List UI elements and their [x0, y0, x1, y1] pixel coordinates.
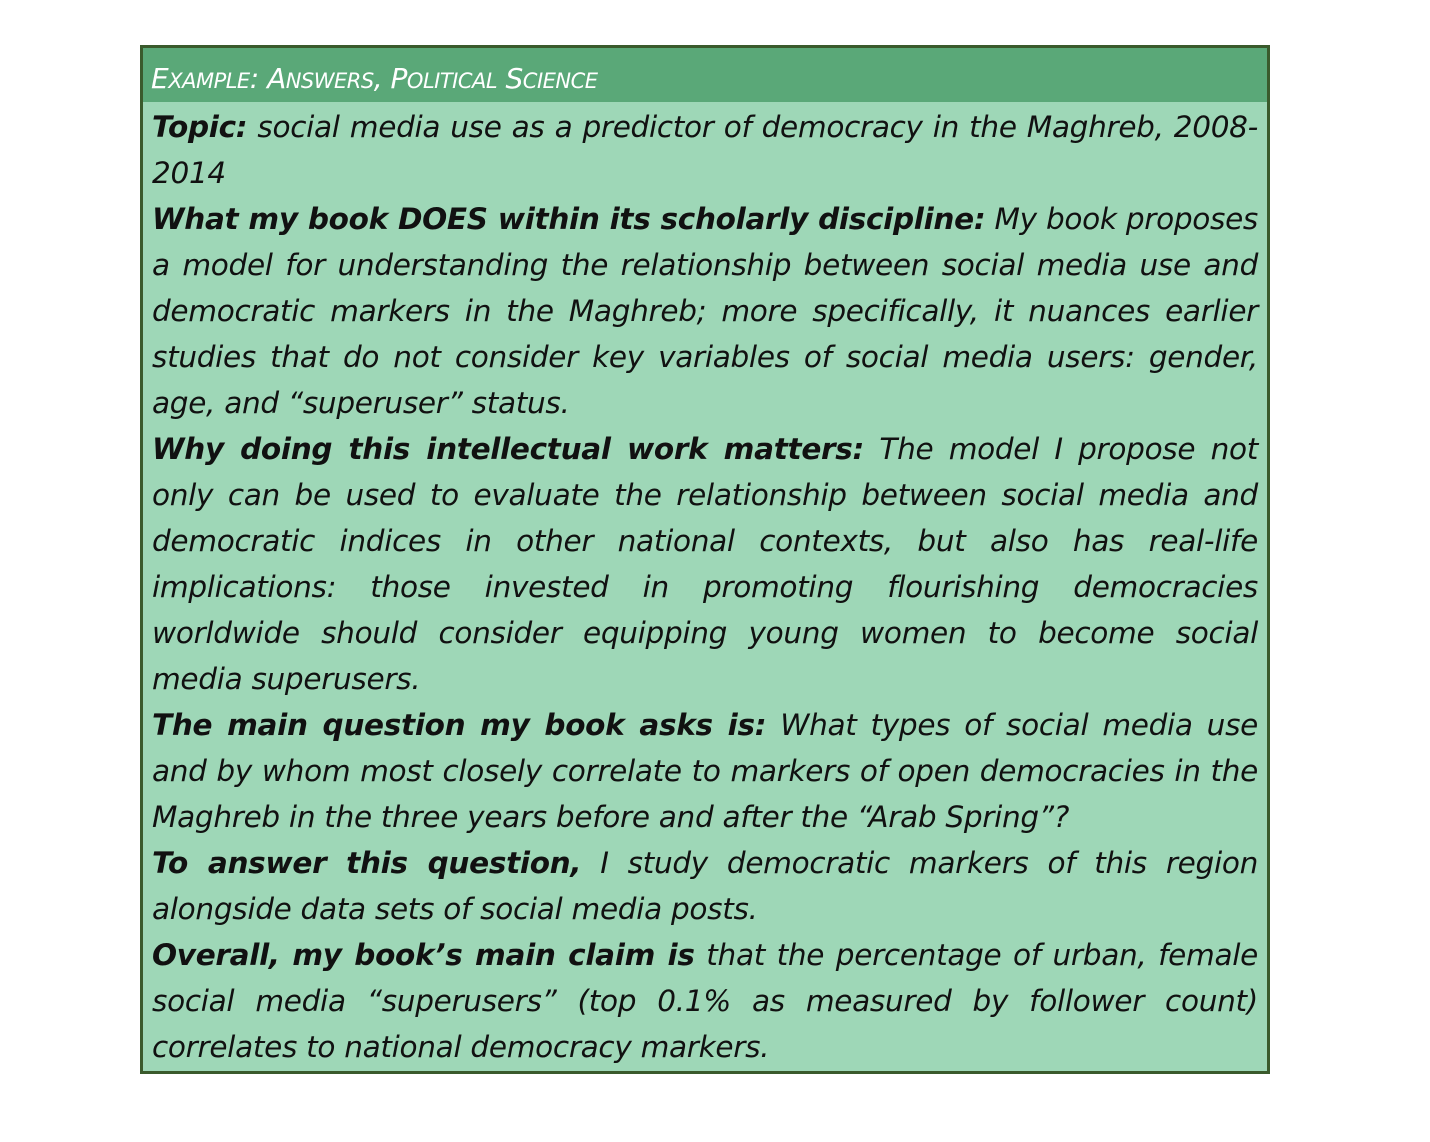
title-initial: P — [390, 62, 407, 95]
paragraph-text: I study democratic markers of this region alongside data sets of social media posts. — [152, 846, 1258, 926]
paragraph-label: What my book DOES within its scholarly discipline: — [152, 202, 986, 236]
header-title — [151, 62, 598, 95]
paragraph-label: Topic: — [152, 110, 248, 144]
paragraph-label: Overall, my book’s main claim is — [152, 938, 695, 972]
paragraph-text: social media use as a predictor of democracy in the Maghreb, 2008-2014 — [152, 110, 1258, 190]
method-paragraph — [152, 840, 1258, 932]
topic-paragraph — [152, 104, 1258, 196]
title-smallcaps: XAMPLE — [168, 69, 250, 93]
title-initial: A — [267, 62, 286, 95]
title-smallcaps: CIENCE — [522, 69, 598, 93]
title-smallcaps: OLITICAL — [406, 69, 498, 93]
title-initial: E — [151, 62, 169, 95]
paragraph-text: that the percentage of urban, female social media “superusers” (top 0.1% as measured by follower count) correlates to national democracy markers. — [152, 938, 1258, 1064]
main-claim-paragraph — [152, 932, 1258, 1070]
why-matters-paragraph — [152, 426, 1258, 702]
paragraph-label: The main question my book asks is: — [152, 708, 767, 742]
title-smallcaps: NSWERS — [285, 69, 374, 93]
title-initial: S — [505, 62, 523, 95]
title-separator: : — [249, 62, 268, 95]
title-separator — [497, 62, 505, 95]
title-separator: , — [373, 62, 391, 95]
paragraph-text: My book proposes a model for understanding the relationship between social media use and democratic markers in the Maghreb; more specifically, it nuances earlier studies that do not consider key variables of social media users: gender, age, and “superuser” status. — [152, 202, 1258, 420]
box-header — [143, 48, 1267, 102]
example-box — [140, 45, 1270, 1074]
main-question-paragraph — [152, 702, 1258, 840]
box-body — [143, 102, 1267, 1070]
paragraph-label: Why doing this intellectual work matters: — [152, 432, 865, 466]
paragraph-text: What types of social media use and by whom most closely correlate to markers of open democracies in the Maghreb in the three years before and after the “Arab Spring”? — [152, 708, 1258, 834]
discipline-paragraph — [152, 196, 1258, 426]
paragraph-label: To answer this question, — [152, 846, 582, 880]
paragraph-text: The model I propose not only can be used to evaluate the relationship between social media and democratic indices in other national contexts, but also has real-life implications: those invested in promoting flourishing democracies worldwide should consider equipping young women to become social media superusers. — [152, 432, 1258, 696]
